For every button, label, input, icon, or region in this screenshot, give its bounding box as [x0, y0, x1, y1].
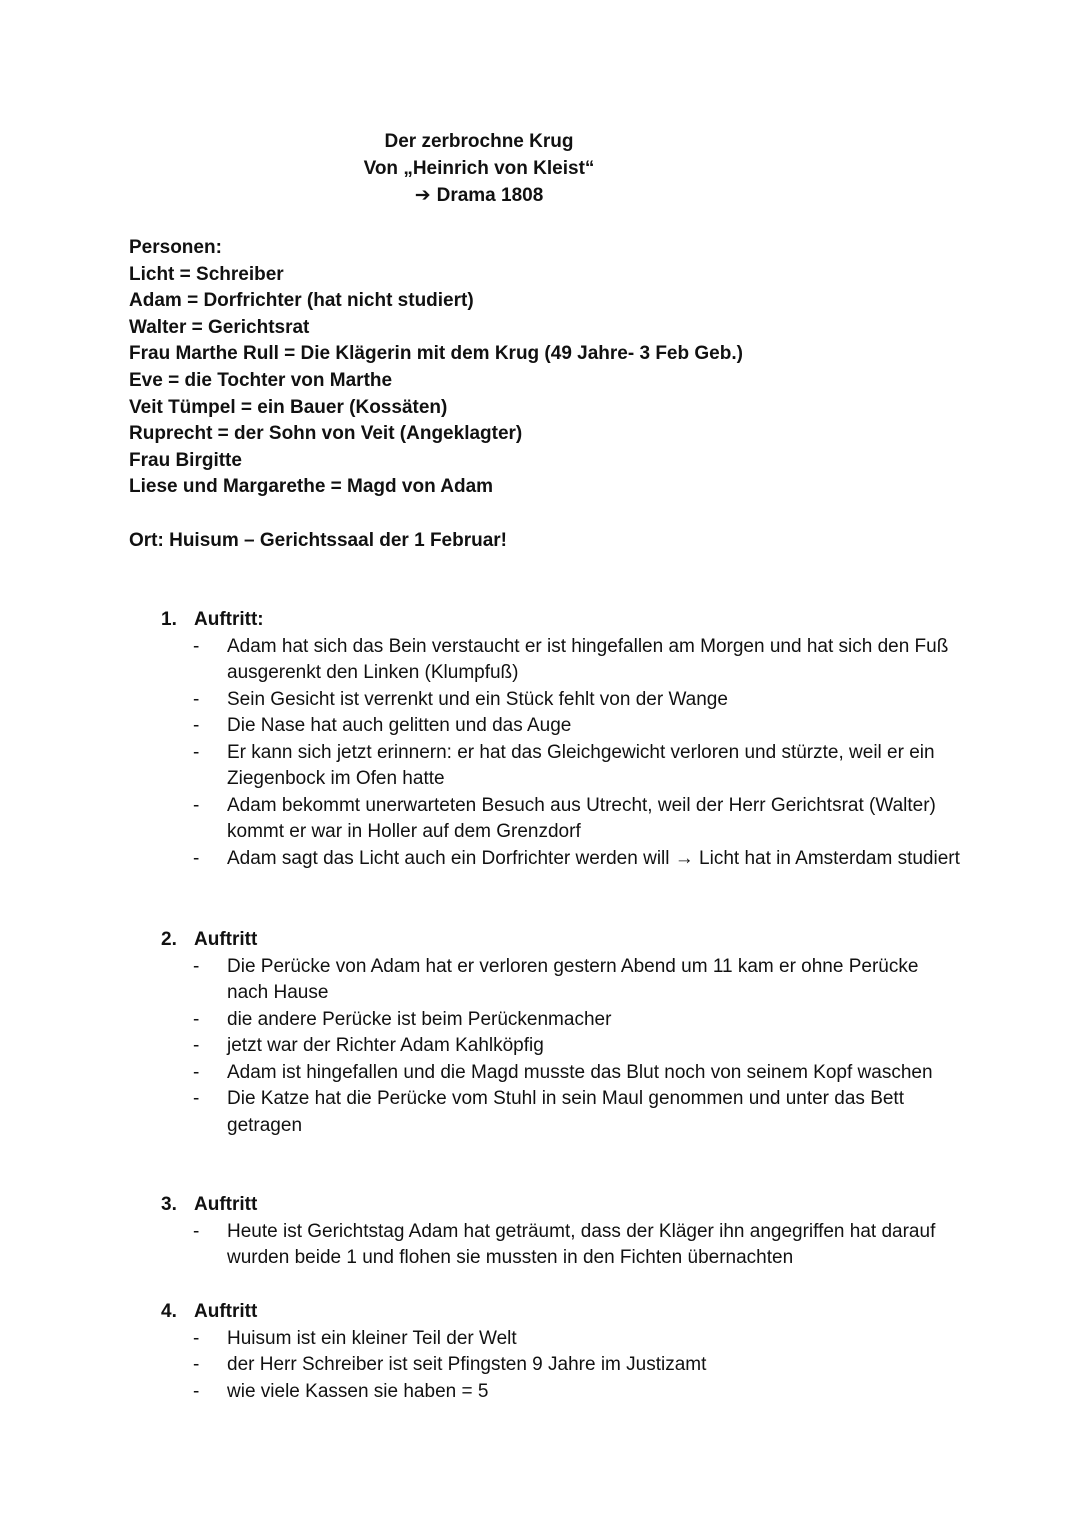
section-items — [161, 1326, 961, 1406]
document-author: Von „Heinrich von Kleist“ — [363, 158, 595, 179]
dash-bullet: - — [193, 1035, 200, 1056]
list-item-text: Adam hat sich das Bein verstaucht er ist hingefallen am Morgen und hat sich den Fuß ausgerenkt den Linken (Klumpfuß) — [227, 635, 949, 683]
list-item-text: Adam sagt das Licht auch ein Dorfrichter werden will → Licht hat in Amsterdam studiert — [227, 847, 960, 869]
list-item-text: Die Perücke von Adam hat er verloren gestern Abend um 11 kam er ohne Perücke nach Hause — [227, 955, 919, 1003]
list-item-text: der Herr Schreiber ist seit Pfingsten 9 Jahre im Justizamt — [227, 1354, 707, 1375]
section-items — [161, 1219, 961, 1272]
section-auftritt-3 — [161, 1192, 961, 1272]
section-heading — [161, 1192, 961, 1219]
persons-list — [129, 235, 743, 501]
list-item — [161, 1060, 961, 1087]
dash-bullet: - — [193, 635, 200, 657]
person-entry: Veit Tümpel = ein Bauer (Kossäten) — [129, 396, 448, 418]
section-auftritt-2 — [161, 927, 961, 1139]
dash-bullet: - — [193, 1354, 200, 1375]
section-number: 4. — [161, 1301, 177, 1322]
section-number: 3. — [161, 1194, 177, 1215]
list-item — [161, 1379, 961, 1406]
section-title: Auftritt — [194, 929, 258, 950]
list-item-text: Huisum ist ein kleiner Teil der Welt — [227, 1327, 517, 1349]
list-item — [161, 1352, 961, 1379]
section-title: Auftritt: — [194, 609, 264, 630]
list-item-text: Adam ist hingefallen und die Magd musste das Blut noch von seinem Kopf waschen — [227, 1061, 933, 1083]
section-heading — [161, 1299, 961, 1326]
list-item — [161, 713, 961, 740]
dash-bullet: - — [193, 1380, 200, 1402]
person-entry: Liese und Margarethe = Magd von Adam — [129, 476, 494, 498]
dash-bullet: - — [193, 1088, 200, 1109]
section-items — [161, 634, 961, 873]
list-item — [161, 687, 961, 714]
list-item — [161, 1086, 961, 1139]
dash-bullet: - — [193, 847, 200, 869]
dash-bullet: - — [193, 688, 200, 710]
list-item — [161, 1219, 961, 1272]
list-item-text: Sein Gesicht ist verrenkt und ein Stück fehlt von der Wange — [227, 688, 728, 710]
section-number: 1. — [161, 609, 177, 630]
list-item-text: die andere Perücke ist beim Perückenmacher — [227, 1008, 612, 1030]
list-item — [161, 1033, 961, 1060]
list-item — [161, 846, 961, 873]
list-item-text: Die Katze hat die Perücke vom Stuhl in sein Maul genommen und unter das Bett getragen — [227, 1088, 904, 1136]
section-title: Auftritt — [194, 1194, 258, 1215]
list-item — [161, 954, 961, 1007]
person-entry: Ruprecht = der Sohn von Veit (Angeklagter) — [129, 423, 523, 445]
person-entry: Frau Birgitte — [129, 449, 242, 471]
list-item — [161, 740, 961, 793]
right-arrow-icon: ➔ — [414, 185, 431, 206]
dash-bullet: - — [193, 955, 200, 977]
person-entry: Frau Marthe Rull = Die Klägerin mit dem Krug (49 Jahre- 3 Feb Geb.) — [129, 343, 743, 365]
persons-heading: Personen: — [129, 237, 222, 258]
list-item — [161, 634, 961, 687]
document-header — [0, 128, 958, 209]
list-item — [161, 1326, 961, 1353]
section-auftritt-4 — [161, 1299, 961, 1405]
person-entry: Eve = die Tochter von Marthe — [129, 369, 393, 391]
list-item — [161, 1007, 961, 1034]
dash-bullet: - — [193, 715, 200, 736]
section-items — [161, 954, 961, 1140]
section-number: 2. — [161, 929, 177, 950]
section-heading — [161, 927, 961, 954]
document-title: Der zerbrochne Krug — [384, 131, 574, 152]
dash-bullet: - — [193, 1008, 200, 1030]
dash-bullet: - — [193, 741, 200, 763]
person-entry: Walter = Gerichtsrat — [129, 316, 310, 338]
list-item — [161, 793, 961, 846]
person-entry: Adam = Dorfrichter (hat nicht studiert) — [129, 290, 474, 312]
document-genre-line — [0, 182, 958, 209]
list-item-text: Adam bekommt unerwarteten Besuch aus Utrecht, weil der Herr Gerichtsrat (Walter) kommt er war in Holler auf dem Grenzdorf — [227, 794, 936, 842]
list-item-text: Die Nase hat auch gelitten und das Auge — [227, 715, 572, 736]
document-genre: Drama 1808 — [436, 185, 544, 206]
list-item-text: jetzt war der Richter Adam Kahlköpfig — [227, 1035, 544, 1056]
list-item-text: Er kann sich jetzt erinnern: er hat das Gleichgewicht verloren und stürzte, weil er ein Ziegenbock im Ofen hatte — [227, 741, 935, 789]
list-item-text: Heute ist Gerichtstag Adam hat geträumt, dass der Kläger ihn angegriffen hat darauf wurden beide 1 und flohen sie mussten in den Fichten übernachten — [227, 1220, 936, 1268]
dash-bullet: - — [193, 1061, 200, 1083]
person-entry: Licht = Schreiber — [129, 263, 284, 285]
section-heading — [161, 607, 961, 634]
section-auftritt-1 — [161, 607, 961, 872]
dash-bullet: - — [193, 1220, 200, 1242]
location-line: Ort: Huisum – Gerichtssaal der 1 Februar! — [129, 530, 508, 551]
dash-bullet: - — [193, 794, 200, 816]
section-title: Auftritt — [194, 1301, 258, 1322]
list-item-text: wie viele Kassen sie haben = 5 — [227, 1380, 489, 1402]
dash-bullet: - — [193, 1327, 200, 1349]
